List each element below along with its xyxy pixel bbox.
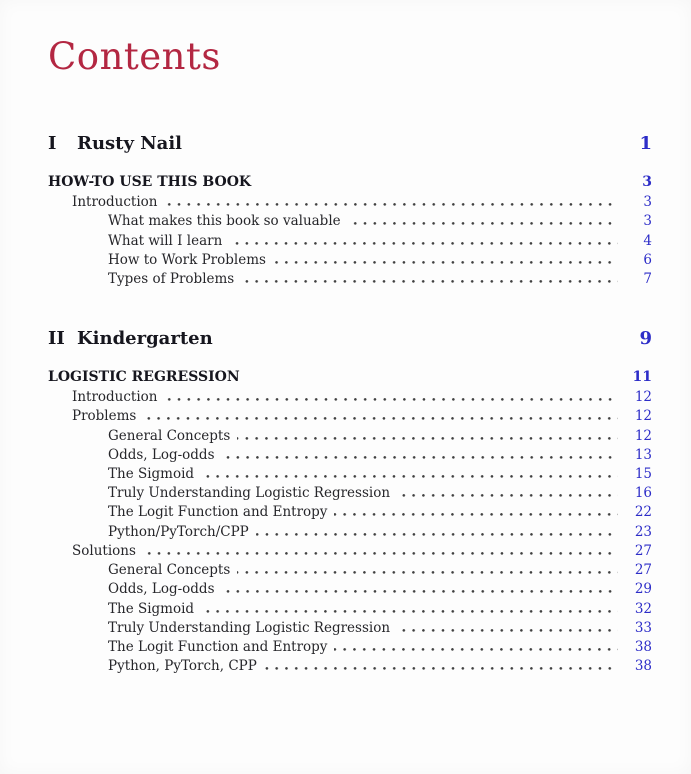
entry-label[interactable]: Odds, Log-odds: [108, 581, 215, 598]
part-title: Rusty Nail: [77, 133, 183, 155]
dot-leader: [165, 398, 619, 401]
page-number[interactable]: 32: [634, 600, 652, 617]
page-number[interactable]: 33: [634, 619, 652, 636]
page-number[interactable]: 38: [634, 638, 652, 655]
part-title: Kindergarten: [77, 328, 213, 350]
part-number: I: [48, 133, 57, 155]
chapter-title[interactable]: HOW-TO USE THIS BOOK: [48, 174, 252, 191]
page-number[interactable]: 12: [634, 408, 652, 425]
page-number[interactable]: 11: [632, 369, 652, 386]
toc-entry-row[interactable]: [48, 638, 652, 657]
part-number: II: [48, 328, 65, 350]
dot-leader: [201, 475, 618, 478]
toc-part-heading-2[interactable]: [48, 327, 652, 351]
dot-leader: [229, 242, 618, 245]
toc-chapter-row[interactable]: [48, 172, 652, 192]
dot-leader: [334, 513, 618, 516]
page-number[interactable]: 7: [643, 271, 652, 288]
toc-entry-row[interactable]: [48, 427, 652, 446]
entry-label[interactable]: The Logit Function and Entropy: [108, 504, 328, 521]
dot-leader: [237, 437, 618, 440]
toc-entry-row[interactable]: [48, 523, 652, 542]
toc-entry-row[interactable]: [48, 657, 652, 676]
entry-label[interactable]: What makes this book so valuable: [108, 213, 341, 230]
page-number[interactable]: 15: [634, 466, 652, 483]
entry-label[interactable]: Introduction: [72, 389, 158, 406]
toc-entry-row[interactable]: [48, 561, 652, 580]
page-number[interactable]: 27: [634, 562, 652, 579]
toc-entry-row[interactable]: [48, 465, 652, 484]
page-number[interactable]: 29: [634, 581, 652, 598]
entry-label[interactable]: Odds, Log-odds: [108, 446, 215, 463]
dot-leader: [237, 571, 618, 574]
toc-entry-row[interactable]: [48, 232, 652, 251]
toc-entry-row[interactable]: [48, 503, 652, 522]
dot-leader: [222, 590, 619, 593]
toc-chapter-row[interactable]: [48, 367, 652, 387]
page-number[interactable]: 16: [634, 485, 652, 502]
toc-entry-row[interactable]: [48, 484, 652, 503]
toc-entry-row[interactable]: [48, 580, 652, 599]
page-title: Contents: [48, 35, 221, 78]
dot-leader: [143, 417, 618, 420]
entry-label[interactable]: Truly Understanding Logistic Regression: [108, 619, 391, 636]
page-number[interactable]: 22: [634, 504, 652, 521]
toc-entry-row[interactable]: [48, 212, 652, 231]
page-number[interactable]: 1: [639, 133, 652, 155]
toc-entry-row[interactable]: [48, 388, 652, 407]
page-number[interactable]: 3: [643, 213, 652, 230]
page-number[interactable]: 12: [634, 389, 652, 406]
entry-label[interactable]: How to Work Problems: [108, 251, 266, 268]
page-number[interactable]: 13: [634, 446, 652, 463]
dot-leader: [264, 667, 618, 670]
page-number[interactable]: 3: [642, 174, 652, 191]
entry-label[interactable]: Types of Problems: [108, 271, 235, 288]
page-number[interactable]: 38: [634, 658, 652, 675]
entry-label[interactable]: Introduction: [72, 194, 158, 211]
chapter-title[interactable]: LOGISTIC REGRESSION: [48, 369, 240, 386]
dot-leader: [201, 610, 618, 613]
page-number[interactable]: 3: [643, 194, 652, 211]
entry-label[interactable]: General Concepts: [108, 562, 231, 579]
toc-entry-row[interactable]: [48, 193, 652, 212]
dot-leader: [222, 456, 619, 459]
toc-entry-row[interactable]: [48, 251, 652, 270]
dot-leader: [143, 552, 618, 555]
dot-leader: [165, 203, 619, 206]
toc-entry-row[interactable]: [48, 542, 652, 561]
dot-leader: [241, 280, 618, 283]
entry-label[interactable]: The Sigmoid: [108, 600, 195, 617]
page-number[interactable]: 27: [634, 542, 652, 559]
toc-entry-row[interactable]: [48, 619, 652, 638]
entry-label[interactable]: General Concepts: [108, 427, 231, 444]
toc-entry-row[interactable]: [48, 600, 652, 619]
dot-leader: [334, 648, 618, 651]
entry-label[interactable]: What will I learn: [108, 232, 223, 249]
entry-label[interactable]: The Sigmoid: [108, 466, 195, 483]
page-number[interactable]: 4: [643, 232, 652, 249]
page-number[interactable]: 12: [634, 427, 652, 444]
entry-label[interactable]: Truly Understanding Logistic Regression: [108, 485, 391, 502]
page-number[interactable]: 9: [639, 328, 652, 350]
dot-leader: [348, 222, 618, 225]
page-number[interactable]: 23: [634, 523, 652, 540]
toc-entry-row[interactable]: [48, 407, 652, 426]
entry-label[interactable]: Problems: [72, 408, 137, 425]
entry-label[interactable]: Python/PyTorch/CPP: [108, 523, 249, 540]
entry-label[interactable]: The Logit Function and Entropy: [108, 638, 328, 655]
entry-label[interactable]: Solutions: [72, 542, 136, 559]
dot-leader: [397, 629, 618, 632]
toc-part-heading-1[interactable]: [48, 132, 652, 156]
toc-entry-row[interactable]: [48, 270, 652, 289]
page-number[interactable]: 6: [643, 251, 652, 268]
dot-leader: [273, 261, 618, 264]
dot-leader: [256, 533, 618, 536]
dot-leader: [397, 494, 618, 497]
toc-entry-row[interactable]: [48, 446, 652, 465]
entry-label[interactable]: Python, PyTorch, CPP: [108, 658, 257, 675]
